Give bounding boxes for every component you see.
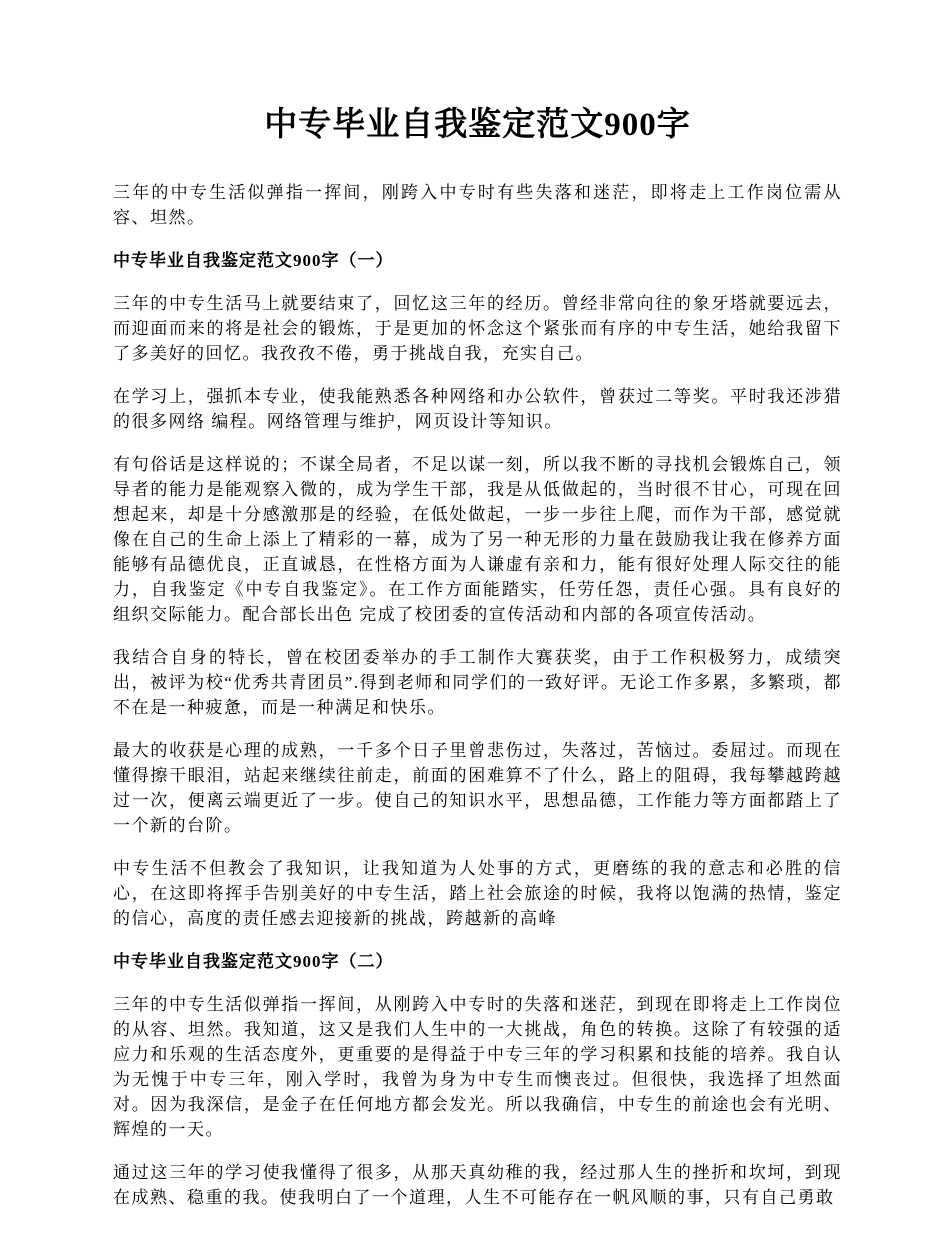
document-title: 中专毕业自我鉴定范文900字	[264, 107, 691, 143]
paragraph-section1-6: 中专生活不但教会了我知识，让我知道为人处事的方式，更磨练的我的意志和必胜的信心，在这即将挥手告别美好的中专生活，踏上社会旅途的时候，我将以饱满的热情，鉴定的信心，高度的责任感去迎接新的挑战，跨越新的高峰	[113, 858, 842, 928]
section-heading-two: 中专毕业自我鉴定范文900字（二）	[113, 951, 394, 971]
paragraph-section2-2: 通过这三年的学习使我懂得了很多，从那天真幼稚的我，经过那人生的挫折和坎坷，到现在成熟、稳重的我。使我明白了一个道理，人生不可能存在一帆风顺的事，只有自己勇敢	[113, 1162, 842, 1207]
paragraph-section1-1: 三年的中专生活马上就要结束了，回忆这三年的经历。曾经非常向往的象牙塔就要远去，而迎面而来的将是社会的锻炼，于是更加的怀念这个紧张而有序的中专生活，她给我留下了多美好的回忆。我孜孜不倦，勇于挑战自我，充实自己。	[113, 293, 842, 363]
paragraph-section1-3: 有句俗话是这样说的；不谋全局者，不足以谋一刻，所以我不断的寻找机会锻炼自己，领导者的能力是能观察入微的，成为学生干部，我是从低做起的，当时很不甘心，可现在回想起来，却是十分感激那是的经验，在低处做起，一步一步往上爬，而作为干部，感觉就像在自己的生命上添上了精彩的一幕，成为了另一种无形的力量在鼓励我让我在修养方面能够有品德优良，正直诚恳，在性格方面为人谦虚有亲和力，能有很好处理人际交往的能力，自我鉴定《中专自我鉴定》。在工作方面能踏实，任劳任怨，责任心强。具有良好的组织交际能力。配合部长出色 完成了校团委的宣传活动和内部的各项宣传活动。	[113, 454, 842, 624]
section-heading-one: 中专毕业自我鉴定范文900字（一）	[113, 250, 394, 270]
intro-paragraph: 三年的中专生活似弹指一挥间，刚跨入中专时有些失落和迷茫，即将走上工作岗位需从容、坦然。	[113, 182, 842, 227]
paragraph-section2-1: 三年的中专生活似弹指一挥间，从刚跨入中专时的失落和迷茫，到现在即将走上工作岗位的从容、坦然。我知道，这又是我们人生中的一大挑战，角色的转换。这除了有较强的适应力和乐观的生活态度外，更重要的是得益于中专三年的学习积累和技能的培养。我自认为无愧于中专三年，刚入学时，我曾为身为中专生而懊丧过。但很快，我选择了坦然面对。因为我深信，是金子在任何地方都会发光。所以我确信，中专生的前途也会有光明、辉煌的一天。	[113, 994, 842, 1139]
paragraph-section1-4: 我结合自身的特长，曾在校团委举办的手工制作大赛获奖，由于工作积极努力，成绩突出，被评为校“优秀共青团员”.得到老师和同学们的一致好评。无论工作多累，多繁琐，都不在是一种疲惫，而是一种满足和快乐。	[113, 647, 842, 717]
paragraph-section1-2: 在学习上，强抓本专业，使我能熟悉各种网络和办公软件，曾获过二等奖。平时我还涉猎的很多网络 编程。网络管理与维护，网页设计等知识。	[113, 386, 842, 431]
paragraph-section1-5: 最大的收获是心理的成熟，一千多个日子里曾悲伤过，失落过，苦恼过。委屈过。而现在懂得擦干眼泪，站起来继续往前走，前面的困难算不了什么，路上的阻碍，我每攀越跨越过一次，便离云端更近了一步。使自己的知识水平，思想品德，工作能力等方面都踏上了一个新的台阶。	[113, 740, 842, 835]
